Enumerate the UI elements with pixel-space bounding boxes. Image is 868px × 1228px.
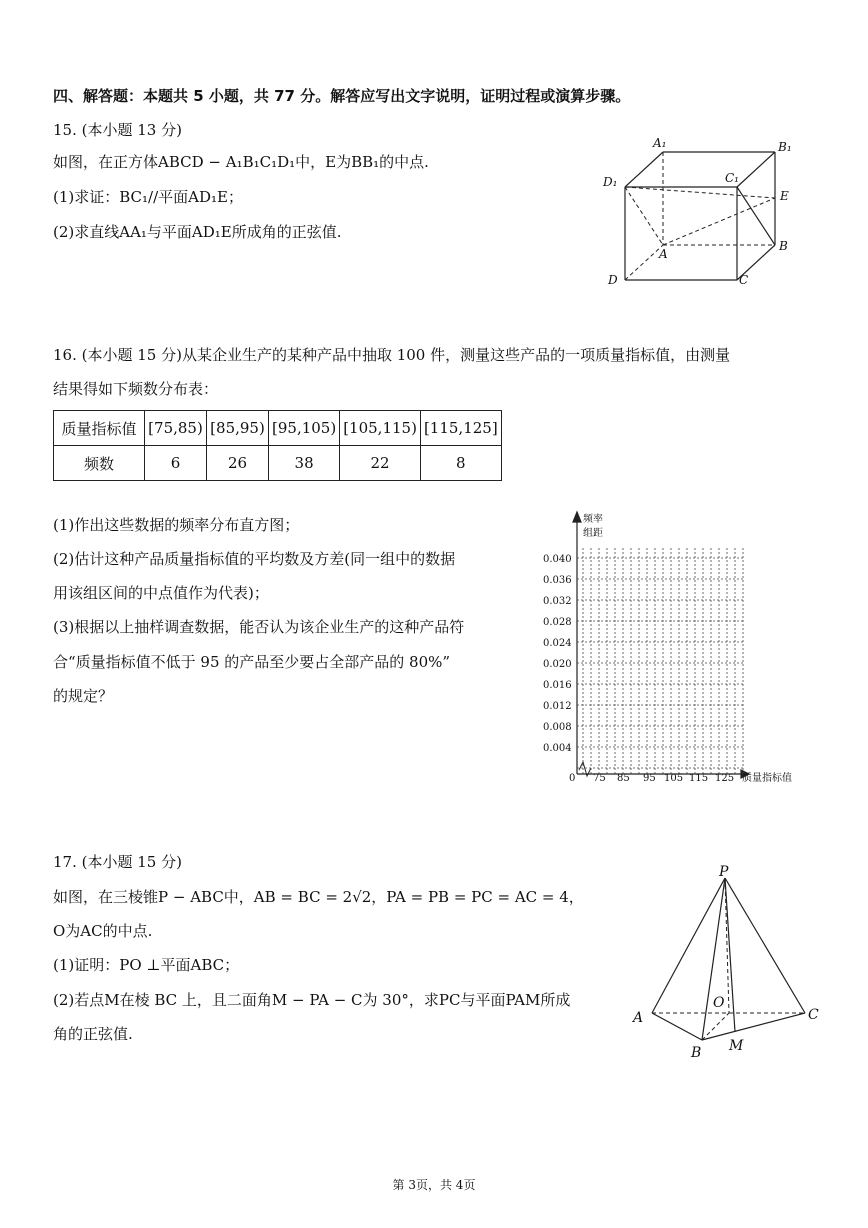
- histogram-grid: [535, 508, 820, 793]
- y-tick: 0.020: [543, 659, 572, 670]
- y-tick: 0.024: [543, 638, 572, 649]
- q17-stem-a: 如图，在三棱锥P − ABC中，AB = BC = 2√2，PA = PB = PC = AC = 4，: [53, 888, 584, 906]
- table-interval: [115,125]: [420, 411, 501, 446]
- x-tick: 85: [617, 773, 630, 784]
- q17-part1: (1)证明：PO ⊥平面ABC；: [53, 956, 240, 974]
- table-row: [54, 446, 502, 481]
- table-interval: [75,85): [145, 411, 207, 446]
- q16-part3b: 合“质量指标值不低于 95 的产品至少要占全部产品的 80%”: [53, 653, 451, 671]
- x-tick: 115: [689, 773, 709, 784]
- table-count: 26: [207, 446, 269, 481]
- label-M: M: [729, 1038, 744, 1054]
- table-count: 38: [269, 446, 340, 481]
- x-axis-label: 质量指标值: [742, 773, 792, 784]
- section-heading: 四、解答题：本题共 5 小题，共 77 分。解答应写出文字说明，证明过程或演算步骤。: [53, 87, 631, 105]
- q15-part2: (2)求直线AA₁与平面AD₁E所成角的正弦值.: [53, 223, 342, 241]
- table-row-label: 频数: [54, 446, 145, 481]
- q15-title: 15. (本小题 13 分): [53, 121, 182, 139]
- label-O: O: [713, 995, 725, 1011]
- label-E: E: [780, 189, 789, 203]
- y-label-top: 频率: [583, 514, 603, 525]
- q16-part3a: (3)根据以上抽样调查数据，能否认为该企业生产的这种产品符: [53, 618, 465, 636]
- q15-stem: 如图，在正方体ABCD − A₁B₁C₁D₁中，E为BB₁的中点.: [53, 153, 429, 171]
- q16-line1: 16. (本小题 15 分)从某企业生产的某种产品中抽取 100 件，测量这些产品的一项质量指标值，由测量: [53, 346, 731, 364]
- label-D: D: [608, 273, 618, 287]
- q16-part1: (1)作出这些数据的频率分布直方图；: [53, 516, 300, 534]
- q17-stem-b: O为AC的中点.: [53, 922, 153, 940]
- label-D1: D₁: [603, 175, 618, 189]
- y-tick: 0.008: [543, 722, 572, 733]
- table-interval: [85,95): [207, 411, 269, 446]
- x-tick: 125: [715, 773, 735, 784]
- y-tick: 0.016: [543, 680, 572, 691]
- origin-label: 0: [569, 773, 576, 784]
- y-tick: 0.004: [543, 743, 572, 754]
- table-interval: [95,105): [269, 411, 340, 446]
- label-A1: A₁: [653, 136, 667, 150]
- y-tick: 0.028: [543, 617, 572, 628]
- table-count: 8: [420, 446, 501, 481]
- y-tick: 0.036: [543, 575, 572, 586]
- y-tick: 0.032: [543, 596, 572, 607]
- cube-figure: [595, 132, 805, 292]
- q17-part2b: 角的正弦值.: [53, 1025, 133, 1043]
- label-P: P: [719, 864, 729, 880]
- x-tick: 105: [664, 773, 684, 784]
- q16-part2b: 用该组区间的中点值作为代表)；: [53, 584, 269, 602]
- label-C1: C₁: [725, 171, 739, 185]
- table-count: 6: [145, 446, 207, 481]
- table-count: 22: [340, 446, 421, 481]
- frequency-table: [53, 410, 502, 481]
- q17-title: 17. (本小题 15 分): [53, 853, 182, 871]
- q17-part2a: (2)若点M在棱 BC 上，且二面角M − PA − C为 30°，求PC与平面PAM所成: [53, 991, 571, 1009]
- page-footer: 第 3页，共 4页: [392, 1178, 476, 1192]
- table-header-label: 质量指标值: [54, 411, 145, 446]
- table-row: [54, 411, 502, 446]
- q16-part2a: (2)估计这种产品质量指标值的平均数及方差(同一组中的数据: [53, 550, 456, 568]
- y-label-bottom: 组距: [583, 528, 603, 539]
- q16-part3c: 的规定？: [53, 687, 114, 705]
- y-tick: 0.040: [543, 554, 572, 565]
- label-C: C: [739, 273, 749, 287]
- label-A: A: [659, 247, 668, 261]
- q15-part1: (1)求证：BC₁//平面AD₁E；: [53, 188, 243, 206]
- label-B: B: [691, 1045, 702, 1060]
- label-B1: B₁: [778, 140, 792, 154]
- y-tick: 0.012: [543, 701, 572, 712]
- q16-line2: 结果得如下频数分布表：: [53, 380, 219, 398]
- pyramid-figure: [625, 860, 825, 1060]
- label-A: A: [633, 1010, 644, 1026]
- label-C: C: [808, 1007, 819, 1023]
- table-interval: [105,115): [340, 411, 421, 446]
- x-tick: 75: [593, 773, 606, 784]
- x-tick: 95: [643, 773, 656, 784]
- label-B: B: [779, 239, 788, 253]
